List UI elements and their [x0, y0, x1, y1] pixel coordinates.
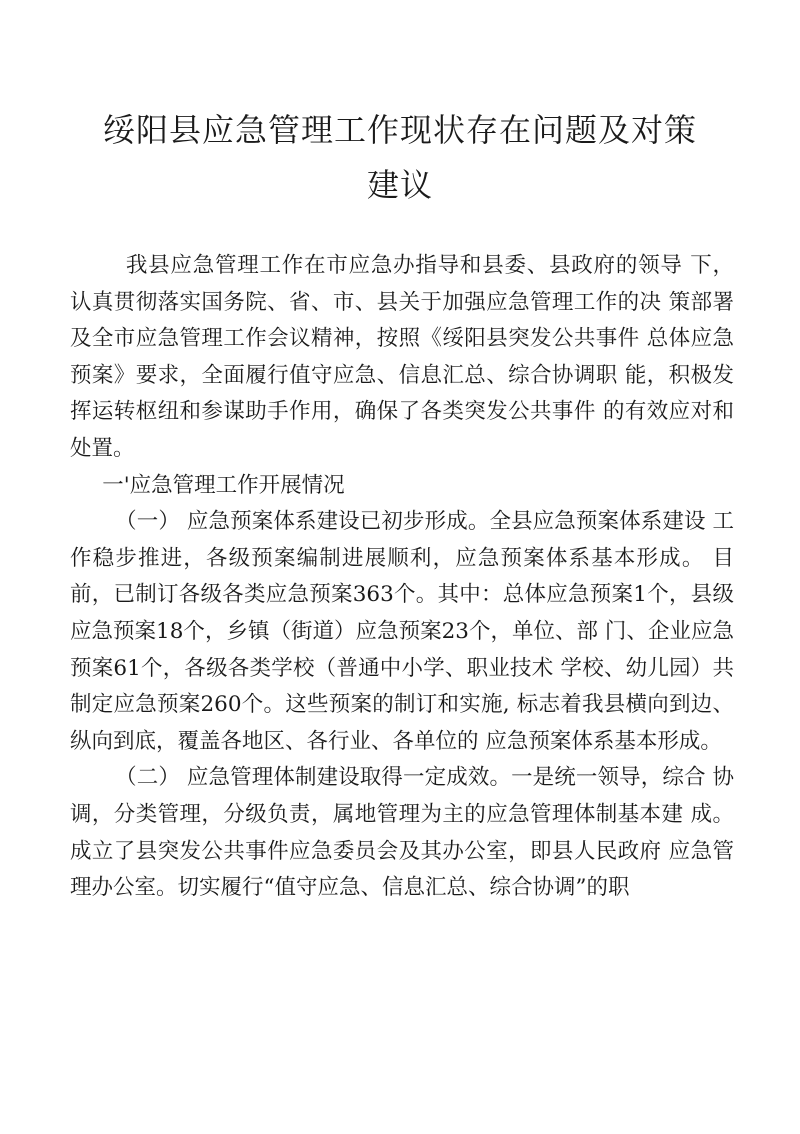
section-heading-1: 一'应急管理工作开展情况: [102, 472, 345, 498]
document-title: 绥阳县应急管理工作现状存在问题及对策建议: [102, 111, 697, 204]
document-body: [70, 248, 734, 907]
subsection-paragraph-1: （一） 应急预案体系建设已初步形成。全县应急预案体系建设 工作稳步推进，各级预案编制进展顺利，应急预案体系基本形成。 目前，已制订各级各类应急预案363个。其中：总体应急预案1个，县级应急预案18个，乡镇（街道）应急预案23个，单位、部 门、企业应急预案61个，各级各类学校（普通中小学、职业技术 学校、幼儿园）共制定应急预案260个。这些预案的制订和实施, 标志着我县横向到边、纵向到底，覆盖各地区、各行业、各单位的 应急预案体系基本形成。: [70, 509, 734, 754]
subsection-paragraph-2: （二） 应急管理体制建设取得一定成效。一是统一领导，综合 协调，分类管理，分级负责，属地管理为主的应急管理体制基本建 成。成立了县突发公共事件应急委员会及其办公室，即县人民政府 应急管理办公室。切实履行“值守应急、信息汇总、综合协调”的职: [70, 765, 734, 901]
intro-paragraph: 我县应急管理工作在市应急办指导和县委、县政府的领导 下，认真贯彻落实国务院、省、市、县关于加强应急管理工作的决 策部署及全市应急管理工作会议精神，按照《绥阳县突发公共事件 总体应急预案》要求，全面履行值守应急、信息汇总、综合协调职 能，积极发挥运转枢纽和参谋助手作用，确保了各类突发公共事件 的有效应对和处置。: [70, 253, 734, 461]
